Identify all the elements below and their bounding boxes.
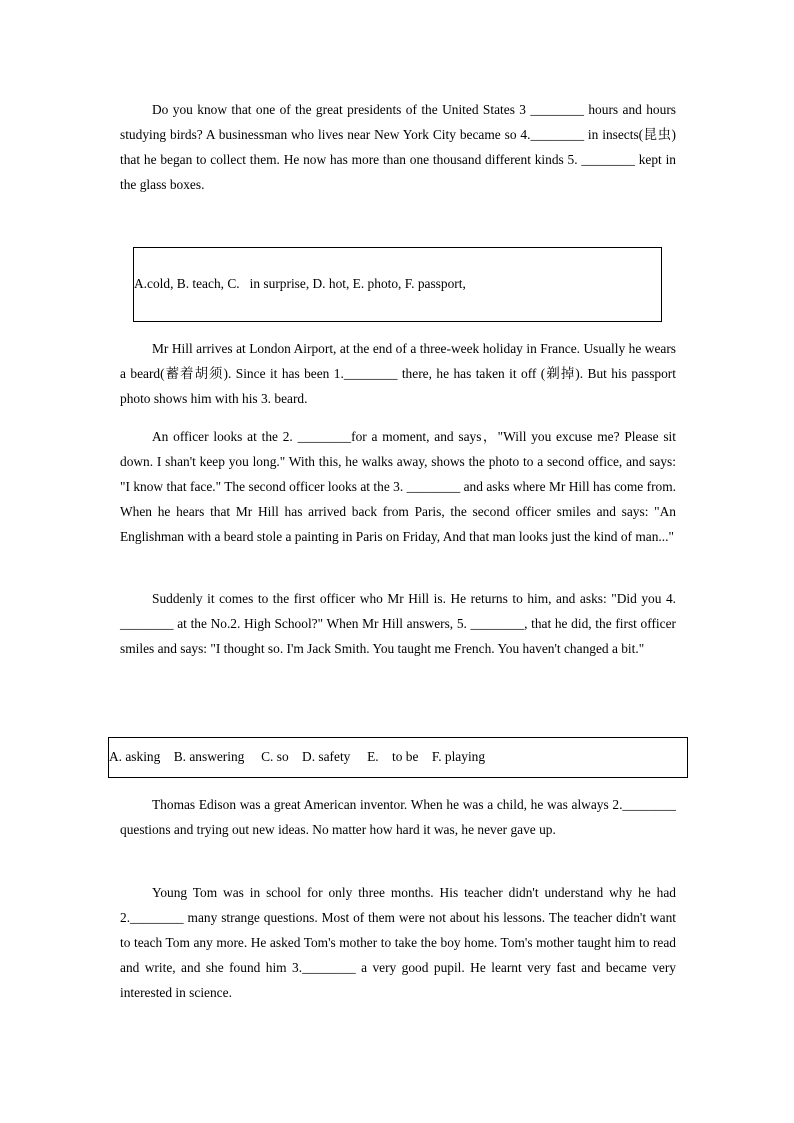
options-box-2-text: A. asking B. answering C. so D. safety E. to be F. playing xyxy=(109,749,486,764)
options-box-2 xyxy=(108,737,688,778)
passage-mr-hill-p1 xyxy=(120,336,676,411)
passage-birds-text: Do you know that one of the great presidents of the United States 3 ________ hours and hours studying birds? A businessman who lives near New York City became so 4.________ in insects(昆虫) that he began to collect them. He now has more than one thousand different kinds 5. ________ kept in the glass boxes. xyxy=(120,102,676,192)
passage-edison-p2-text: Young Tom was in school for only three months. His teacher didn't understand why he had 2.________ many strange questions. Most of them were not about his lessons. The teacher didn't want to teach Tom any more. He asked Tom's mother to take the boy home. Tom's mother taught him to read and write, and she found him 3.________ a very good pupil. He learnt very fast and became very interested in science. xyxy=(120,885,676,1000)
options-box-1-text: A.cold, B. teach, C. in surprise, D. hot, E. photo, F. passport, xyxy=(134,276,466,291)
passage-mr-hill-p3-text: Suddenly it comes to the first officer who Mr Hill is. He returns to him, and asks: "Did you 4. ________ at the No.2. High School?" When Mr Hill answers, 5. ________, that he did, the first officer smiles and says: "I thought so. I'm Jack Smith. You taught me French. You haven't changed a bit." xyxy=(120,591,676,656)
passage-edison-p1-text: Thomas Edison was a great American inventor. When he was a child, he was always 2.________ questions and trying out new ideas. No matter how hard it was, he never gave up. xyxy=(120,797,676,837)
passage-mr-hill-p1-text: Mr Hill arrives at London Airport, at the end of a three-week holiday in France. Usually he wears a beard(蓄着胡须). Since it has been 1.________ there, he has taken it off (剃掉). But his passport photo shows him with his 3. beard. xyxy=(120,341,676,406)
options-box-1 xyxy=(133,247,662,322)
passage-mr-hill-p3 xyxy=(120,586,676,661)
passage-birds xyxy=(120,97,676,197)
passage-mr-hill-p2-text: An officer looks at the 2. ________for a moment, and says，"Will you excuse me? Please sit down. I shan't keep you long." With this, he walks away, shows the photo to a second office, and says: "I know that face." The second officer looks at the 3. ________ and asks where Mr Hill has come from. When he hears that Mr Hill has arrived back from Paris, the second officer smiles and says: "An Englishman with a beard stole a painting in Paris on Friday, And that man looks just the kind of man..." xyxy=(120,429,676,544)
passage-edison-p2 xyxy=(120,880,676,1005)
passage-edison-p1 xyxy=(120,792,676,842)
passage-mr-hill-p2 xyxy=(120,424,676,549)
